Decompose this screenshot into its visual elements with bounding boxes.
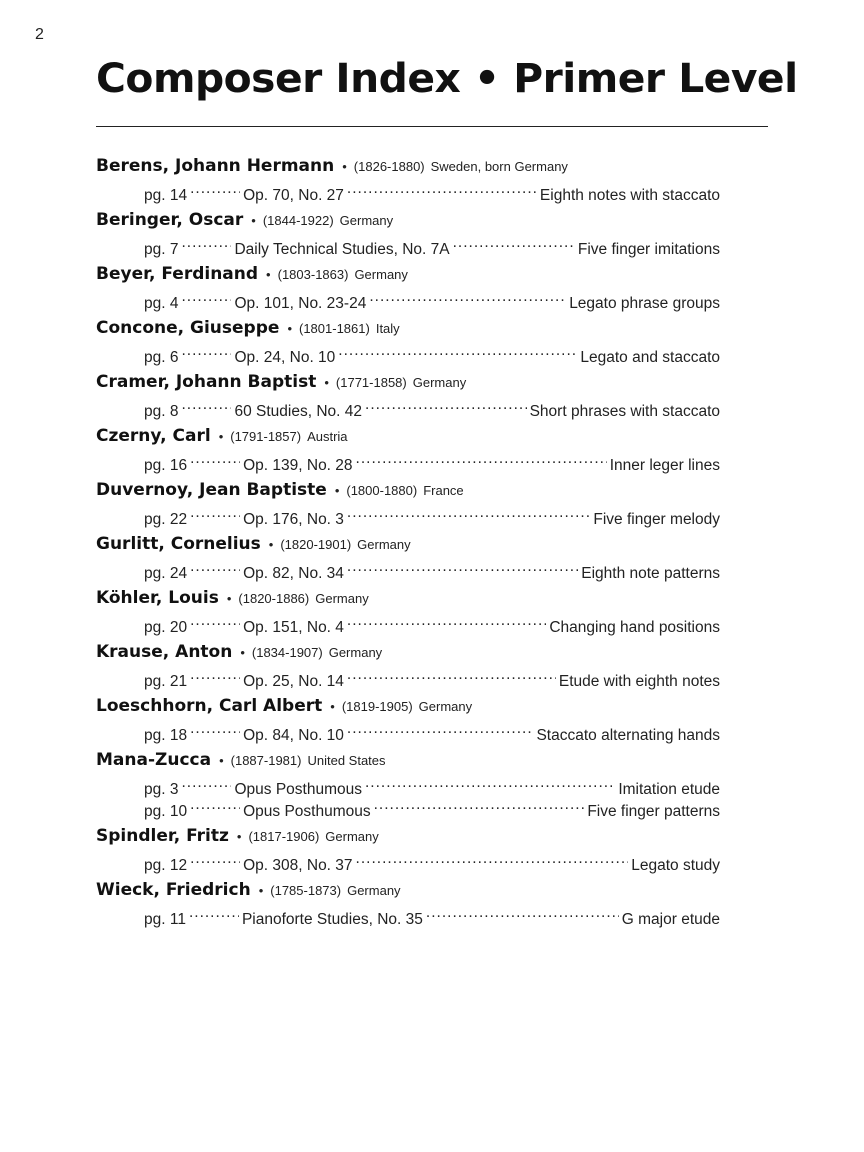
composer-country: Germany [347,883,401,898]
bullet-separator: • [258,883,264,898]
dot-leader [356,448,607,470]
composer-header [96,424,720,448]
work-opus: Op. 151, No. 4 [243,619,344,636]
work-opus: Op. 70, No. 27 [243,187,344,204]
dot-leader [369,286,566,308]
dot-leader [190,178,240,200]
bullet-separator: • [251,213,256,228]
composer-dates: (1844-1922) [262,213,334,228]
composer-header [96,478,720,502]
work-line [96,178,720,204]
work-page: pg. 24 [144,565,188,582]
composer-dates: (1887-1981) [230,753,302,768]
work-page: pg. 10 [144,803,188,820]
composer-header [96,532,720,556]
composer-dates: (1817-1906) [248,829,320,844]
page-title: Composer Index • Primer Level [96,56,798,102]
dot-leader [356,848,629,870]
composer-country: Germany [325,829,379,844]
work-line [96,502,720,528]
composer-entry [96,532,720,582]
composer-name: Spindler, Fritz [96,826,229,846]
composer-country: Austria [307,429,348,444]
bullet-separator: • [236,829,242,844]
composer-index-list [96,154,720,932]
work-line [96,610,720,636]
dot-leader [181,772,231,794]
composer-header [96,262,720,286]
dot-leader [190,502,240,524]
dot-leader [347,178,537,200]
composer-name: Berens, Johann Hermann [96,156,335,176]
dot-leader [190,448,240,470]
composer-country: Germany [315,591,369,606]
work-opus: Op. 24, No. 10 [234,349,336,366]
work-line [96,664,720,690]
composer-entry [96,262,720,312]
work-description: Eighth notes with staccato [539,187,720,204]
composer-header [96,694,720,718]
bullet-separator: • [287,321,292,336]
work-opus: 60 Studies, No. 42 [234,403,363,420]
work-line [96,848,720,874]
bullet-separator: • [330,699,335,714]
composer-country: Germany [339,213,394,228]
work-line [96,286,720,312]
work-line [96,340,720,366]
composer-name: Cramer, Johann Baptist [96,372,317,392]
work-description: Short phrases with staccato [529,403,720,420]
work-page: pg. 3 [144,781,179,798]
work-page: pg. 7 [144,241,179,258]
page-number: 2 [35,26,44,43]
composer-name: Beringer, Oscar [96,210,244,230]
composer-name: Krause, Anton [96,642,233,662]
work-line [96,718,720,744]
composer-dates: (1800-1880) [346,483,418,498]
work-page: pg. 4 [144,295,179,312]
work-opus: Opus Posthumous [234,781,362,798]
dot-leader [347,556,578,578]
composer-header [96,586,720,610]
composer-country: Germany [412,375,467,390]
composer-dates: (1771-1858) [335,375,407,390]
composer-entry [96,586,720,636]
composer-country: Italy [375,321,400,336]
work-opus: Op. 82, No. 34 [243,565,344,582]
composer-name: Duvernoy, Jean Baptiste [96,480,327,500]
dot-leader [181,394,231,416]
dot-leader [347,664,556,686]
composer-country: Germany [354,267,408,282]
work-opus: Pianoforte Studies, No. 35 [241,911,423,928]
bullet-separator: • [218,429,224,444]
work-line [96,556,720,582]
dot-leader [347,718,534,740]
composer-dates: (1785-1873) [270,883,342,898]
work-description: Five finger patterns [587,803,720,820]
dot-leader [347,610,546,632]
dot-leader [365,394,527,416]
dot-leader [426,902,619,924]
composer-header [96,154,720,178]
bullet-separator: • [240,645,245,660]
composer-dates: (1820-1886) [238,591,310,606]
composer-entry [96,478,720,528]
work-description: G major etude [621,911,720,928]
composer-country: France [423,483,464,498]
work-page: pg. 22 [144,511,188,528]
work-description: Etude with eighth notes [558,673,720,690]
composer-dates: (1826-1880) [353,159,425,174]
work-opus: Op. 139, No. 28 [243,457,353,474]
work-page: pg. 21 [144,673,188,690]
dot-leader [181,232,231,254]
composer-entry [96,824,720,874]
dot-leader [190,664,240,686]
dot-leader [190,794,240,816]
work-description: Five finger melody [593,511,720,528]
composer-entry [96,154,720,204]
composer-entry [96,370,720,420]
composer-entry [96,316,720,366]
composer-country: Sweden, born Germany [430,159,568,174]
work-opus: Op. 84, No. 10 [243,727,344,744]
dot-leader [453,232,575,254]
composer-header [96,316,720,340]
work-line [96,772,720,798]
composer-header [96,370,720,394]
composer-entry [96,208,720,258]
work-page: pg. 12 [144,857,188,874]
work-page: pg. 8 [144,403,179,420]
dot-leader [347,502,590,524]
work-opus: Op. 101, No. 23-24 [234,295,367,312]
work-description: Changing hand positions [549,619,720,636]
composer-dates: (1834-1907) [251,645,323,660]
work-description: Legato phrase groups [569,295,720,312]
work-line [96,232,720,258]
title-divider [96,126,768,127]
bullet-separator: • [334,483,340,498]
dot-leader [190,610,240,632]
composer-name: Mana-Zucca [96,750,212,770]
composer-entry [96,640,720,690]
work-page: pg. 11 [144,911,186,928]
composer-dates: (1791-1857) [230,429,302,444]
composer-header [96,748,720,772]
composer-name: Czerny, Carl [96,426,211,446]
work-page: pg. 18 [144,727,188,744]
composer-entry [96,748,720,820]
dot-leader [190,556,240,578]
composer-entry [96,694,720,744]
work-page: pg. 6 [144,349,179,366]
work-opus: Daily Technical Studies, No. 7A [234,241,450,258]
composer-name: Loeschhorn, Carl Albert [96,696,323,716]
dot-leader [190,848,240,870]
composer-country: Germany [357,537,411,552]
bullet-separator: • [324,375,329,390]
work-opus: Opus Posthumous [243,803,371,820]
work-page: pg. 16 [144,457,188,474]
composer-name: Gurlitt, Cornelius [96,534,261,554]
dot-leader [189,902,239,924]
composer-header [96,208,720,232]
work-opus: Op. 176, No. 3 [243,511,344,528]
composer-header [96,640,720,664]
composer-country: United States [307,753,386,768]
composer-name: Beyer, Ferdinand [96,264,259,284]
bullet-separator: • [266,267,271,282]
composer-country: Germany [328,645,383,660]
composer-dates: (1803-1863) [277,267,349,282]
dot-leader [190,718,240,740]
bullet-separator: • [268,537,274,552]
work-opus: Op. 308, No. 37 [243,857,353,874]
composer-name: Wieck, Friedrich [96,880,251,900]
work-description: Legato and staccato [580,349,720,366]
composer-name: Concone, Giuseppe [96,318,280,338]
dot-leader [181,340,231,362]
bullet-separator: • [226,591,232,606]
bullet-separator: • [342,159,347,174]
work-description: Imitation etude [618,781,720,798]
work-line [96,448,720,474]
work-line [96,902,720,928]
work-opus: Op. 25, No. 14 [243,673,344,690]
composer-header [96,824,720,848]
work-page: pg. 14 [144,187,188,204]
work-description: Five finger imitations [577,241,720,258]
dot-leader [365,772,615,794]
work-page: pg. 20 [144,619,188,636]
dot-leader [338,340,577,362]
work-line [96,394,720,420]
work-description: Eighth note patterns [581,565,720,582]
composer-header [96,878,720,902]
dot-leader [181,286,231,308]
composer-entry [96,878,720,928]
work-description: Legato study [631,857,720,874]
bullet-separator: • [219,753,224,768]
composer-dates: (1820-1901) [280,537,352,552]
composer-name: Köhler, Louis [96,588,219,608]
composer-dates: (1819-1905) [341,699,413,714]
work-description: Staccato alternating hands [536,727,720,744]
dot-leader [374,794,585,816]
composer-entry [96,424,720,474]
composer-dates: (1801-1861) [299,321,370,336]
composer-country: Germany [418,699,473,714]
work-description: Inner leger lines [609,457,720,474]
